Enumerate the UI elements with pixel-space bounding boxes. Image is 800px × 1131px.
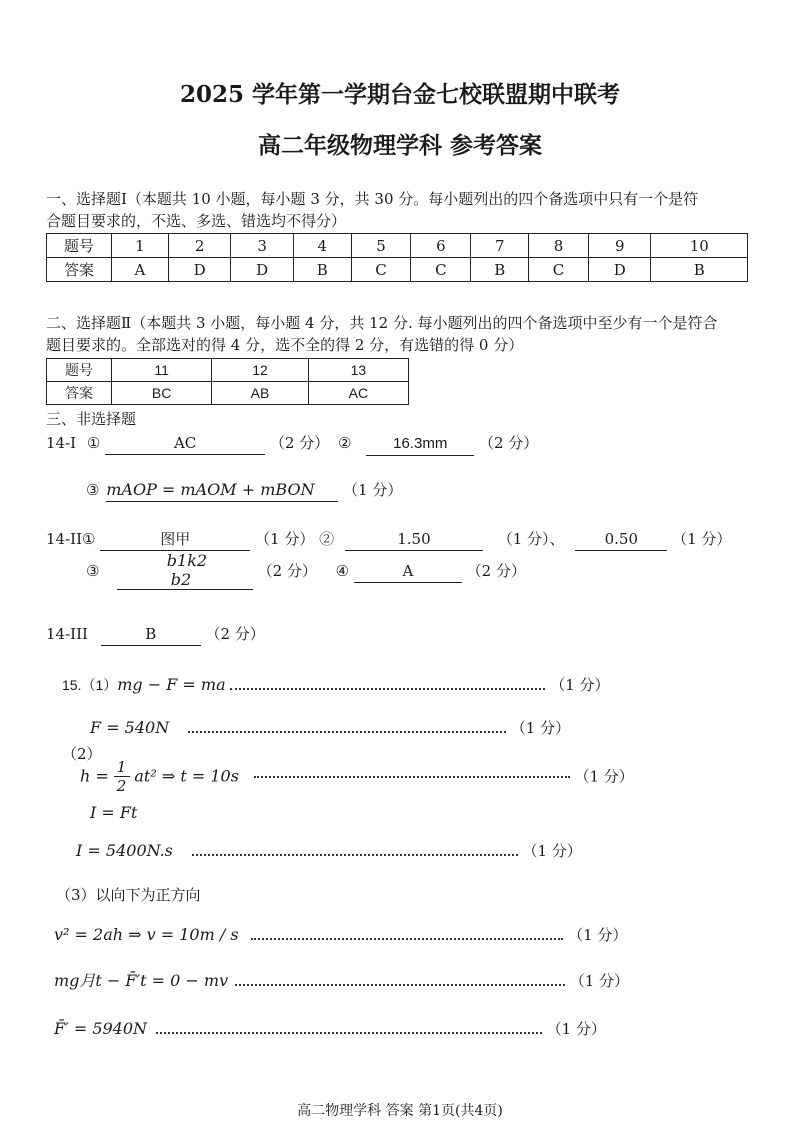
score-note: （1 分） <box>550 676 610 694</box>
score-note: （2 分） <box>466 562 526 580</box>
table-cell: D <box>231 258 294 282</box>
table-cell: 6 <box>411 234 471 258</box>
equation: I = 5400N.s <box>76 841 173 860</box>
fraction-denominator: b2 <box>117 570 253 590</box>
score-note: （2 分） <box>257 562 317 580</box>
q14-2-line1 <box>46 528 731 551</box>
answer-blank: A <box>354 560 462 583</box>
q15-part3-label: （3）以向下为正方向 <box>56 886 201 904</box>
score-note: （1 分） <box>569 972 630 990</box>
table-cell: D <box>588 258 651 282</box>
table-cell: 10 <box>651 234 748 258</box>
equation: F = 540N <box>90 718 170 737</box>
circle-number: ① <box>82 530 96 548</box>
score-note: （1 分） <box>568 926 628 944</box>
score-note: （2 分） <box>205 625 265 643</box>
q15-part2-label: （2） <box>62 745 102 763</box>
section2-heading-line2: 题目要求的。全部选对的得 4 分，选不全的得 2 分，有选错的得 0 分） <box>46 336 524 354</box>
table-row-questions <box>47 234 748 258</box>
table-cell: BC <box>112 382 212 405</box>
page-footer: 高二物理学科 答案 第1页(共4页) <box>297 1103 503 1119</box>
table-cell: C <box>529 258 589 282</box>
score-note: （1 分） <box>510 719 571 737</box>
table-cell: C <box>351 258 411 282</box>
q14-3-label: 14-III <box>46 625 88 643</box>
dotted-leader <box>188 730 506 733</box>
q14-3-line <box>46 623 265 646</box>
score-note: （1 分） <box>546 1020 606 1038</box>
q14-1-line2 <box>86 479 402 502</box>
q15-line8 <box>54 1018 606 1040</box>
equation: F̄′ = 5940N <box>54 1019 148 1038</box>
section1-answer-table <box>46 233 748 282</box>
q14-1-line1 <box>46 432 538 456</box>
q15-line1 <box>62 674 610 696</box>
q15-line2 <box>90 717 570 739</box>
table-cell: C <box>411 258 471 282</box>
equation: mg − F = ma <box>117 675 226 694</box>
score-note: （1 分） <box>672 530 732 548</box>
fraction-answer <box>117 552 253 590</box>
table-label-answer: 答案 <box>47 382 112 405</box>
table-cell: D <box>168 258 231 282</box>
page-title: 2025 学年第一学期台金七校联盟期中联考 <box>179 81 621 108</box>
table-cell: 7 <box>471 234 529 258</box>
q14-2-line2 <box>86 552 526 590</box>
answer-blank: 0.50 <box>575 528 667 551</box>
fraction <box>114 758 130 795</box>
table-label-question: 题号 <box>47 234 112 258</box>
q15-label: 15.（1） <box>62 677 118 693</box>
table-cell: 11 <box>112 359 212 382</box>
table-row-questions <box>47 359 409 382</box>
circle-number: ② <box>319 530 335 548</box>
q14-2-label: 14-II <box>46 530 83 548</box>
fraction-numerator: b1k2 <box>166 551 208 570</box>
equation: at² ⇒ t = 10s <box>134 766 239 786</box>
q15-line3 <box>80 758 634 795</box>
answer-blank: 16.3mm <box>366 433 474 456</box>
equation: h = <box>80 766 109 786</box>
equation: mg月t − F̄′t = 0 − mv <box>54 971 229 990</box>
table-cell: 9 <box>588 234 651 258</box>
table-row-answers <box>47 258 748 282</box>
score-note: （1 分） <box>255 530 315 548</box>
score-note: （1 分） <box>574 767 634 786</box>
dotted-leader <box>230 687 545 690</box>
table-cell: 5 <box>351 234 411 258</box>
table-row-answers <box>47 382 409 405</box>
table-cell: 4 <box>293 234 351 258</box>
table-cell: AB <box>212 382 308 405</box>
table-cell: 2 <box>168 234 231 258</box>
q15-line5 <box>76 840 582 862</box>
section1-heading-line2: 合题目要求的，不选、多选、错选均不得分） <box>46 212 347 230</box>
answer-blank: 1.50 <box>345 528 483 551</box>
table-cell: A <box>112 258 169 282</box>
table-cell: B <box>293 258 351 282</box>
circle-number: ③ <box>86 562 100 580</box>
section1-heading-line1: 一、选择题Ⅰ（本题共 10 小题，每小题 3 分，共 30 分。每小题列出的四个备选项中只有一个是符 <box>46 190 699 208</box>
table-label-answer: 答案 <box>47 258 112 282</box>
circle-number: ④ <box>335 562 350 580</box>
fraction-numerator: 1 <box>114 758 130 777</box>
q15-line7 <box>54 970 629 992</box>
section2-heading-line1: 二、选择题Ⅱ（本题共 3 小题，每小题 4 分，共 12 分. 每小题列出的四个备选项中至少有一个是符合 <box>46 314 718 332</box>
section2-answer-table <box>46 358 409 405</box>
score-note: （2 分） <box>269 434 330 452</box>
equation: v² = 2ah ⇒ v = 10m / s <box>54 925 239 944</box>
fraction-denominator: 2 <box>116 777 127 795</box>
table-cell: B <box>471 258 529 282</box>
table-cell: 12 <box>212 359 308 382</box>
answer-blank: AC <box>105 432 265 455</box>
equation: I = Ft <box>90 803 138 822</box>
table-cell: AC <box>308 382 408 405</box>
dotted-leader <box>156 1031 542 1034</box>
score-note: （1 分） <box>522 842 582 860</box>
score-note: （2 分） <box>479 434 539 452</box>
dotted-leader <box>251 937 563 940</box>
answer-blank: mAOP = mAOM + mBON <box>106 479 338 502</box>
table-cell: 13 <box>308 359 408 382</box>
answer-blank: 图甲 <box>100 528 250 551</box>
circle-number: ① <box>86 434 101 452</box>
table-cell: 1 <box>112 234 169 258</box>
table-label-question: 题号 <box>47 359 112 382</box>
answer-blank: B <box>101 623 201 646</box>
q15-line6 <box>54 924 627 946</box>
table-cell: B <box>651 258 748 282</box>
score-note: （1 分）、 <box>497 530 565 548</box>
page-subtitle: 高二年级物理学科 参考答案 <box>257 132 542 159</box>
dotted-leader <box>192 853 518 856</box>
dotted-leader <box>235 983 565 986</box>
circle-number: ② <box>337 434 352 452</box>
table-cell: 3 <box>231 234 294 258</box>
dotted-leader <box>254 775 570 778</box>
table-cell: 8 <box>529 234 589 258</box>
score-note: （1 分） <box>343 481 403 499</box>
section3-heading: 三、非选择题 <box>46 410 137 428</box>
q14-1-label: 14-I <box>46 434 77 452</box>
circle-number: ③ <box>86 481 100 499</box>
